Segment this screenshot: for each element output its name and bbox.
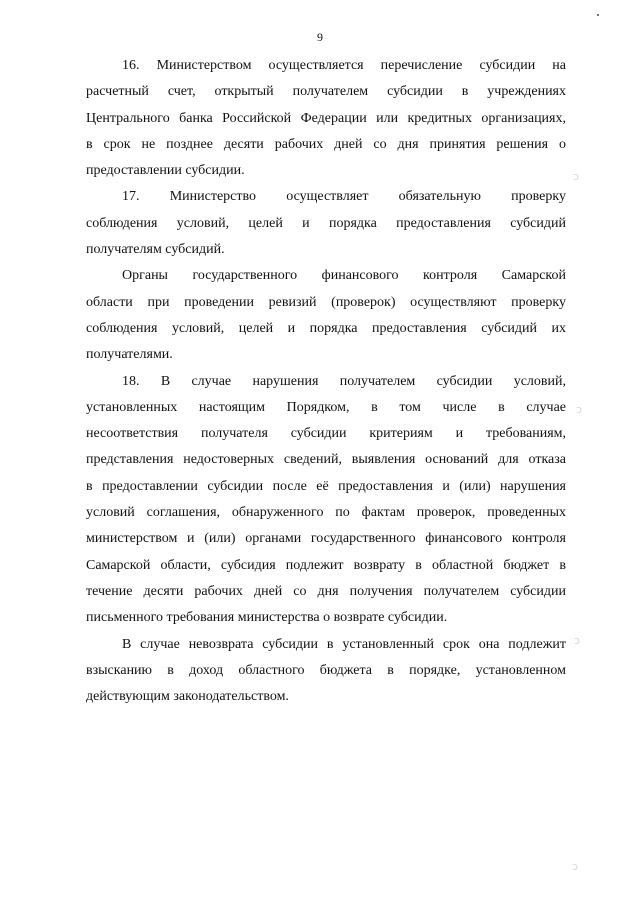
text-line: Органы государственного финансового контроля Самарской [122,268,566,284]
scan-artifact: ↄ [573,170,580,183]
paragraph-control-bodies [86,263,566,368]
scan-artifact: ↄ [574,634,581,647]
text-line: 16. Министерством осуществляется перечисление субсидии на [122,58,566,73]
text-line: соблюдения условий, целей и порядка предоставления субсидий их [86,320,566,336]
text-line: в предоставлении субсидии после её предоставления и (или) нарушения [86,478,566,494]
scan-artifact: ↄ [572,860,579,873]
paragraph-17 [86,184,566,263]
text-line: предоставлении субсидии. [86,163,245,179]
text-line: области при проведении ревизий (проверок) осуществляют проверку [86,294,566,310]
text-line: министерством и (или) органами государственного финансового контроля [86,531,566,547]
text-line: В случае невозврата субсидии в установленный срок она подлежит [122,636,566,652]
document-body [86,53,566,710]
scan-artifact: ↄ [576,403,583,416]
text-line: условий соглашения, обнаруженного по фактам проверок, проведенных [86,505,566,521]
text-line: Самарской области, субсидия подлежит возврату в областной бюджет в [86,557,566,573]
text-line: письменного требования министерства о возврате субсидии. [86,610,448,626]
text-line: несоответствия получателя субсидии критериям и требованиям, [86,426,566,442]
text-line: 18. В случае нарушения получателем субсидии условий, [122,373,566,389]
paragraph-18 [86,369,566,632]
scan-artifact [597,14,599,16]
text-line: установленных настоящим Порядком, в том числе в случае [86,399,566,415]
text-line: получателями. [86,347,173,363]
text-line: в срок не позднее десяти рабочих дней со дня принятия решения о [86,136,566,152]
text-line: получателям субсидий. [86,242,225,258]
text-line: расчетный счет, открытый получателем субсидии в учреждениях [86,84,566,100]
text-line: Центрального банка Российской Федерации или кредитных организациях, [86,110,566,126]
text-line: соблюдения условий, целей и порядка предоставления субсидий [86,215,566,231]
text-line: взысканию в доход областного бюджета в порядке, установленном [86,662,566,678]
text-line: 17. Министерство осуществляет обязательную проверку [122,189,566,205]
text-line: представления недостоверных сведений, выявления оснований для отказа [86,452,566,468]
page-number: 9 [317,30,323,44]
text-line: действующим законодательством. [86,689,289,705]
paragraph-non-return [86,632,566,711]
paragraph-16 [86,53,566,184]
text-line: течение десяти рабочих дней со дня получения получателем субсидии [86,583,566,599]
